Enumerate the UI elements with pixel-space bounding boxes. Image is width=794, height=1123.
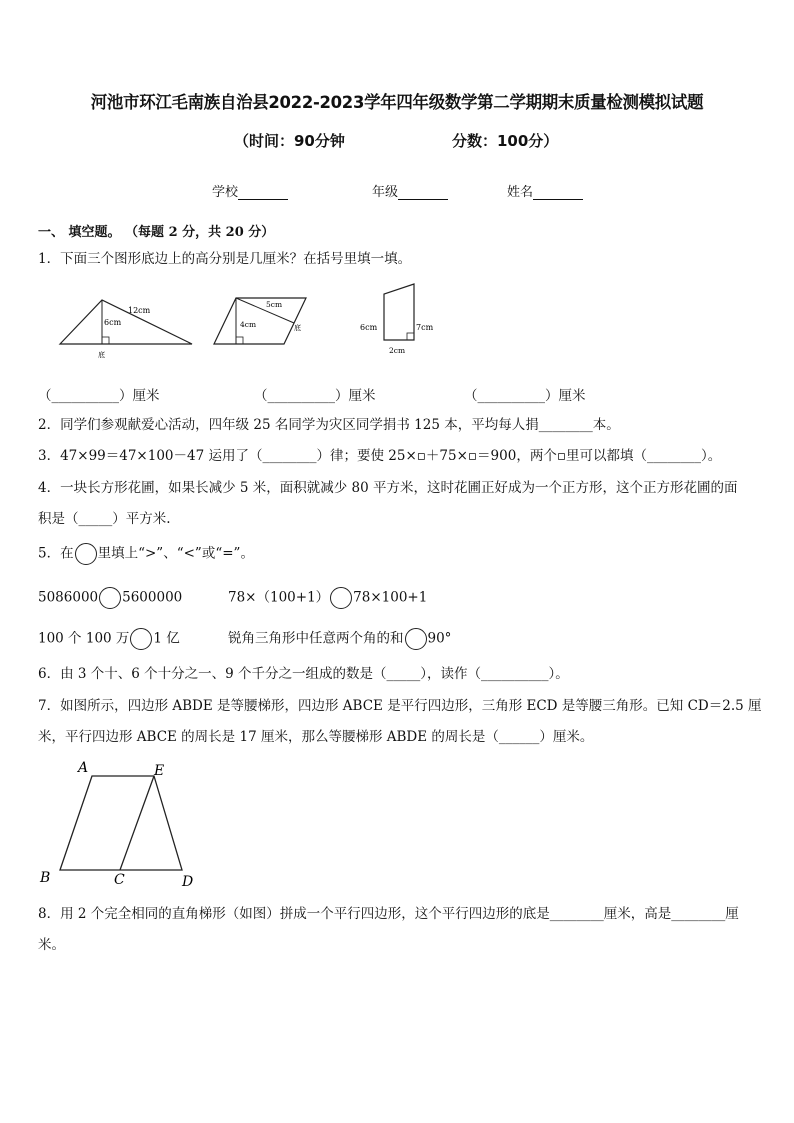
- q5-sample-circle: [75, 543, 97, 565]
- q5-item-a: [38, 587, 182, 609]
- q7-label-a: A: [78, 760, 89, 776]
- question-7-line-2: 米，平行四边形 ABCE 的周长是 17 厘米，那么等腰梯形 ABDE 的周长是（______）厘米。: [38, 729, 594, 745]
- q1-fig2-side: 5cm: [266, 300, 283, 309]
- q1-fig1-base: 底: [98, 351, 105, 359]
- question-1: 1．下面三个图形底边上的高分别是几厘米？在括号里填一填。: [38, 251, 412, 267]
- q5-d-circle[interactable]: [405, 628, 427, 650]
- q1-fig3-bottom: 2cm: [389, 346, 406, 355]
- q5-item-b: [228, 587, 427, 609]
- q7-label-e: E: [154, 763, 165, 779]
- question-3: 3．47×99＝47×100－47 运用了（________）律；要使 25×▫＋75×▫＝900，两个▫里可以都填（________）。: [38, 448, 722, 464]
- school-field: [212, 181, 288, 200]
- grade-blank[interactable]: [398, 185, 448, 200]
- school-blank[interactable]: [238, 185, 288, 200]
- question-6: 6．由 3 个十、6 个十分之一、9 个千分之一组成的数是（_____），读作（__________）。: [38, 666, 569, 682]
- q1-fig3-left: 6cm: [360, 323, 378, 332]
- q5-item-d: [228, 628, 451, 650]
- q1-answer-1[interactable]: （__________）厘米: [38, 388, 160, 404]
- q1-fig1-height: 6cm: [104, 318, 122, 327]
- question-7-line-1: 7．如图所示，四边形 ABDE 是等腰梯形，四边形 ABCE 是平行四边形，三角形 ECD 是等腰三角形。已知 CD＝2.5 厘: [38, 698, 762, 714]
- q7-trapezoid-figure: [34, 756, 204, 892]
- q5-d-left: 锐角三角形中任意两个角的和: [228, 630, 404, 647]
- q5-b-left: 78×（100+1）: [228, 589, 330, 606]
- q5-b-circle[interactable]: [330, 587, 352, 609]
- q5-b-right: 78×100+1: [353, 589, 428, 606]
- question-5: [38, 543, 254, 565]
- q7-label-b: B: [40, 870, 51, 886]
- question-2: 2．同学们参观献爱心活动，四年级 25 名同学为灾区同学捐书 125 本，平均每人捐________本。: [38, 417, 620, 433]
- question-8-line-1: 8．用 2 个完全相同的直角梯形（如图）拼成一个平行四边形，这个平行四边形的底是________厘米，高是________厘: [38, 906, 739, 922]
- q5-a-right: 5600000: [122, 589, 183, 606]
- q1-fig2-base: 底: [294, 324, 301, 332]
- q1-parallelogram-figure: [212, 296, 312, 362]
- q7-label-d: D: [182, 874, 194, 890]
- question-4-line-2: 积是（_____）平方米.: [38, 511, 171, 527]
- score-label: 分数：100分）: [452, 132, 559, 150]
- q5-item-c: [38, 628, 180, 650]
- grade-label: 年级: [372, 185, 399, 200]
- q7-label-c: C: [114, 872, 125, 888]
- q5-d-right: 90°: [427, 630, 452, 647]
- q1-fig2-height: 4cm: [240, 320, 257, 329]
- question-8-line-2: 米。: [38, 937, 65, 953]
- q1-fig3-right: 7cm: [416, 323, 434, 332]
- q5-a-circle[interactable]: [99, 587, 121, 609]
- name-blank[interactable]: [533, 185, 583, 200]
- q1-fig1-hyp: 12cm: [128, 306, 151, 315]
- section-heading: 一、 填空题。 （每题 2 分，共 20 分）: [38, 225, 275, 240]
- time-label: （时间：90分钟: [234, 132, 345, 150]
- q5-c-left: 100 个 100 万: [38, 630, 130, 647]
- school-label: 学校: [212, 185, 239, 200]
- page-title: 河池市环江毛南族自治县2022-2023学年四年级数学第二学期期末质量检测模拟试题: [90, 93, 704, 113]
- q5-post: 里填上“>”、“<”或“=”。: [97, 545, 254, 562]
- q1-trapezoid-figure: [356, 282, 446, 360]
- name-field: [507, 181, 583, 200]
- q5-c-circle[interactable]: [130, 628, 152, 650]
- q5-a-left: 5086000: [38, 589, 99, 606]
- grade-field: [372, 181, 448, 200]
- q1-answer-2[interactable]: （__________）厘米: [254, 388, 376, 404]
- q1-answer-3[interactable]: （__________）厘米: [464, 388, 586, 404]
- q5-pre: 5．在: [38, 545, 74, 562]
- q1-triangle-figure: [58, 296, 198, 362]
- q5-c-right: 1 亿: [153, 630, 180, 647]
- name-label: 姓名: [507, 185, 534, 200]
- question-4-line-1: 4．一块长方形花圃，如果长减少 5 米，面积就减少 80 平方米，这时花圃正好成为一个正方形，这个正方形花圃的面: [38, 480, 738, 496]
